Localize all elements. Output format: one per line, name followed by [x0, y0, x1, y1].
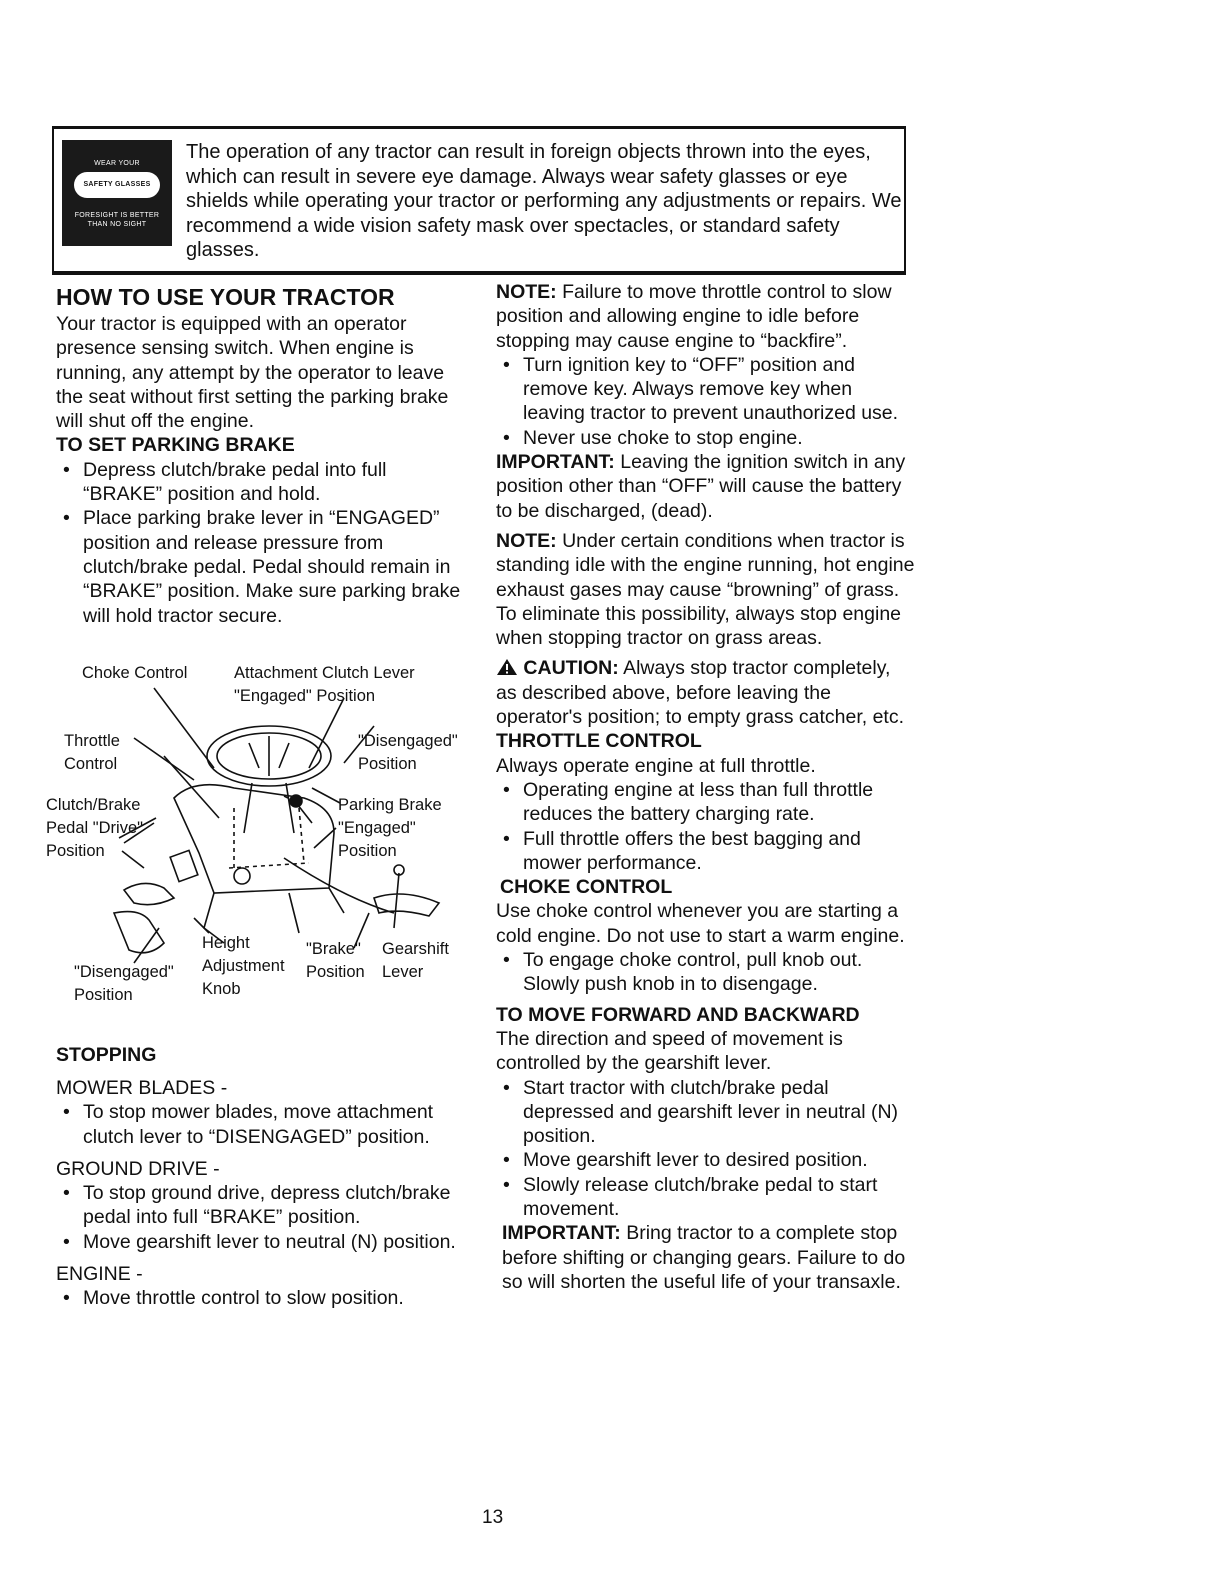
list-item: • Start tractor with clutch/brake pedal depressed and gearshift lever in neutral (N) position.: [496, 1076, 916, 1149]
list-item: • Move gearshift lever to neutral (N) position.: [56, 1230, 476, 1254]
note-text: Failure to move throttle control to slow position and allowing engine to idle before stopping may cause engine to “backfire”.: [496, 281, 892, 352]
icon-line-3: FORESIGHT IS BETTER: [74, 212, 160, 219]
icon-line-1: WEAR YOUR: [94, 160, 140, 167]
parking-brake-list: [56, 458, 466, 628]
list-item: • Place parking brake lever in “ENGAGED” position and release pressure from clutch/brake pedal. Pedal should remain in “BRAKE” position. Make sure parking brake will hold tractor secure.: [56, 506, 466, 627]
engine-heading: ENGINE -: [56, 1263, 143, 1286]
throttle-heading: THROTTLE CONTROL: [496, 730, 702, 753]
caution-triangle-icon: [496, 658, 518, 676]
important-label: IMPORTANT:: [496, 451, 615, 474]
list-item: • Never use choke to stop engine.: [496, 426, 916, 450]
list-item: • Depress clutch/brake pedal into full “BRAKE” position and hold.: [56, 458, 466, 507]
ignition-list: [496, 353, 916, 450]
tractor-controls-diagram: [44, 658, 478, 1014]
move-intro: The direction and speed of movement is controlled by the gearshift lever.: [496, 1027, 843, 1075]
caution-text: Always stop tractor completely, as described above, before leaving the operator's position; to empty grass catcher, etc.: [496, 657, 905, 729]
safety-glasses-icon: [62, 140, 172, 246]
note-label: NOTE:: [496, 281, 557, 303]
page-number: 13: [482, 1507, 504, 1528]
stopping-section: [56, 1042, 476, 1311]
note-text: Under certain conditions when tractor is standing idle with the engine running, hot engine exhaust gases may cause “browning” of grass. To eliminate this possibility, always stop engine when stopping tractor on grass areas.: [496, 529, 915, 650]
move-heading: TO MOVE FORWARD AND BACKWARD: [496, 1003, 860, 1026]
important-text: Leaving the ignition switch in any position other than “OFF” will cause the battery to be discharged, (dead).: [496, 451, 906, 522]
list-item: • To stop mower blades, move attachment clutch lever to “DISENGAGED” position.: [56, 1100, 476, 1149]
label-height-knob: Height Adjustment Knob: [202, 934, 285, 998]
label-throttle: Throttle Control: [64, 732, 120, 773]
note-label: NOTE:: [496, 529, 557, 552]
label-attachment-clutch: Attachment Clutch Lever "Engaged" Position: [234, 664, 415, 705]
engine-list: [56, 1286, 476, 1310]
label-parking-brake: Parking Brake "Engaged" Position: [338, 796, 442, 860]
list-item: • Move throttle control to slow position.: [56, 1286, 476, 1310]
choke-intro: Use choke control whenever you are starting a cold engine. Do not use to start a warm engine.: [496, 900, 905, 947]
stopping-heading: STOPPING: [56, 1044, 157, 1066]
important-text: Bring tractor to a complete stop before shifting or changing gears. Failure to do so will shorten the useful life of your transaxle.: [502, 1222, 906, 1293]
throttle-list: [496, 778, 916, 875]
left-column: [56, 282, 466, 628]
caution-label: CAUTION:: [523, 657, 619, 680]
gearshift-lever: [374, 873, 439, 928]
parking-brake-heading: TO SET PARKING BRAKE: [56, 434, 295, 457]
icon-line-4: THAN NO SIGHT: [87, 221, 147, 228]
list-item: • Turn ignition key to “OFF” position and remove key. Always remove key when leaving tractor to prevent unauthorized use.: [496, 353, 916, 426]
ground-drive-list: [56, 1181, 476, 1254]
list-item: • Slowly release clutch/brake pedal to start movement.: [496, 1173, 916, 1222]
list-item: • Full throttle offers the best bagging and mower performance.: [496, 827, 916, 876]
label-gearshift: Gearshift Lever: [382, 940, 449, 981]
ground-drive-heading: GROUND DRIVE -: [56, 1157, 220, 1180]
warning-text: The operation of any tractor can result in foreign objects thrown into the eyes, which can result in severe eye damage. Always wear safety glasses or eye shields while operating your tractor or performing any adjustments or repairs. We recommend a wide vision safety mask over spectacles, or standard safety glasses.: [186, 141, 902, 261]
move-list: [496, 1076, 916, 1222]
important-label: IMPORTANT:: [502, 1222, 621, 1245]
choke-list: [496, 948, 916, 997]
list-item: • Operating engine at less than full throttle reduces the battery charging rate.: [496, 778, 916, 827]
mower-blades-list: [56, 1100, 476, 1149]
section-title: HOW TO USE YOUR TRACTOR: [56, 284, 395, 310]
mower-blades-heading: MOWER BLADES -: [56, 1077, 228, 1099]
label-choke-control: Choke Control: [82, 664, 188, 682]
glasses-shape: [74, 172, 160, 198]
right-column: [496, 280, 916, 1294]
list-item: • Move gearshift lever to desired position.: [496, 1148, 916, 1172]
label-disengaged-bottom: "Disengaged" Position: [74, 963, 174, 1004]
clutch-pedal: [124, 883, 174, 904]
throttle-intro: Always operate engine at full throttle.: [496, 754, 816, 777]
intro-paragraph: Your tractor is equipped with an operator presence sensing switch. When engine is running, any attempt by the operator to leave the seat without first setting the parking brake will shut off the engine.: [56, 313, 449, 433]
list-item: • To stop ground drive, depress clutch/brake pedal into full “BRAKE” position.: [56, 1181, 476, 1230]
label-clutch-brake: Clutch/Brake Pedal "Drive" Position: [46, 796, 144, 860]
label-disengaged-top: "Disengaged" Position: [358, 732, 458, 773]
icon-line-2: SAFETY GLASSES: [83, 181, 151, 188]
choke-heading: CHOKE CONTROL: [500, 876, 673, 899]
tractor-body: [174, 785, 334, 893]
label-brake-position: "Brake" Position: [306, 940, 365, 981]
list-item: • To engage choke control, pull knob out. Slowly push knob in to disengage.: [496, 948, 916, 997]
